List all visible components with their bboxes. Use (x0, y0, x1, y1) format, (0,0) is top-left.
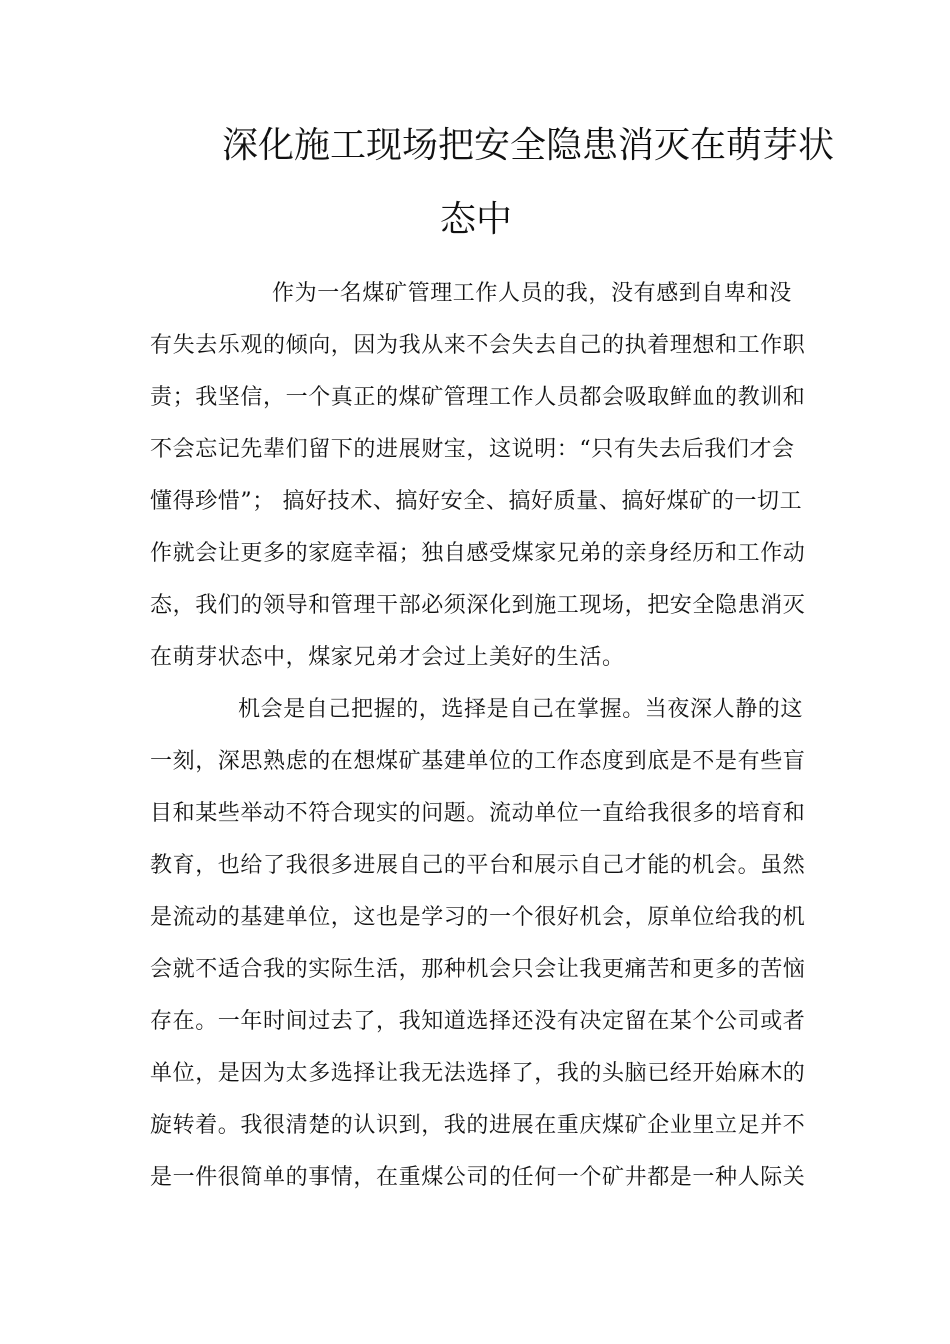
paragraph-line: 不会忘记先辈们留下的进展财宝，这说明：“只有失去后我们才会 (150, 437, 795, 462)
document-title-line-1: 深化施工现场把安全隐患消灭在萌芽状 (222, 125, 835, 166)
paragraph-line: 是流动的基建单位，这也是学习的一个很好机会，原单位给我的机 (150, 905, 806, 930)
paragraph-line: 在萌芽状态中，煤家兄弟才会过上美好的生活。 (150, 645, 625, 670)
paragraph-line: 一刻，深思熟虑的在想煤矿基建单位的工作态度到底是不是有些盲 (150, 749, 806, 774)
paragraph-line: 态，我们的领导和管理干部必须深化到施工现场，把安全隐患消灭 (150, 593, 806, 618)
document-title-line-2: 态中 (440, 199, 513, 240)
paragraph-line: 目和某些举动不符合现实的问题。流动单位一直给我很多的培育和 (150, 801, 806, 826)
paragraph-line: 是一件很简单的事情，在重煤公司的任何一个矿井都是一种人际关 (150, 1165, 806, 1190)
paragraph-line: 机会是自己把握的，选择是自己在掌握。当夜深人静的这 (238, 697, 804, 722)
paragraph-line: 责；我坚信，一个真正的煤矿管理工作人员都会吸取鲜血的教训和 (150, 385, 806, 410)
paragraph-line: 旋转着。我很清楚的认识到，我的进展在重庆煤矿企业里立足并不 (150, 1113, 806, 1138)
paragraph-line: 懂得珍惜”； 搞好技术、搞好安全、搞好质量、搞好煤矿的一切工 (150, 489, 803, 514)
paragraph-line: 会就不适合我的实际生活，那种机会只会让我更痛苦和更多的苦恼 (150, 957, 806, 982)
paragraph-line: 有失去乐观的倾向，因为我从来不会失去自己的执着理想和工作职 (150, 333, 806, 358)
paragraph-line: 单位，是因为太多选择让我无法选择了，我的头脑已经开始麻木的 (150, 1061, 806, 1086)
paragraph-line: 教育，也给了我很多进展自己的平台和展示自己才能的机会。虽然 (150, 853, 806, 878)
paragraph-line: 作为一名煤矿管理工作人员的我，没有感到自卑和没 (272, 281, 792, 306)
paragraph-line: 存在。一年时间过去了，我知道选择还没有决定留在某个公司或者 (150, 1009, 806, 1034)
paragraph-line: 作就会让更多的家庭幸福；独自感受煤家兄弟的亲身经历和工作动 (150, 541, 806, 566)
